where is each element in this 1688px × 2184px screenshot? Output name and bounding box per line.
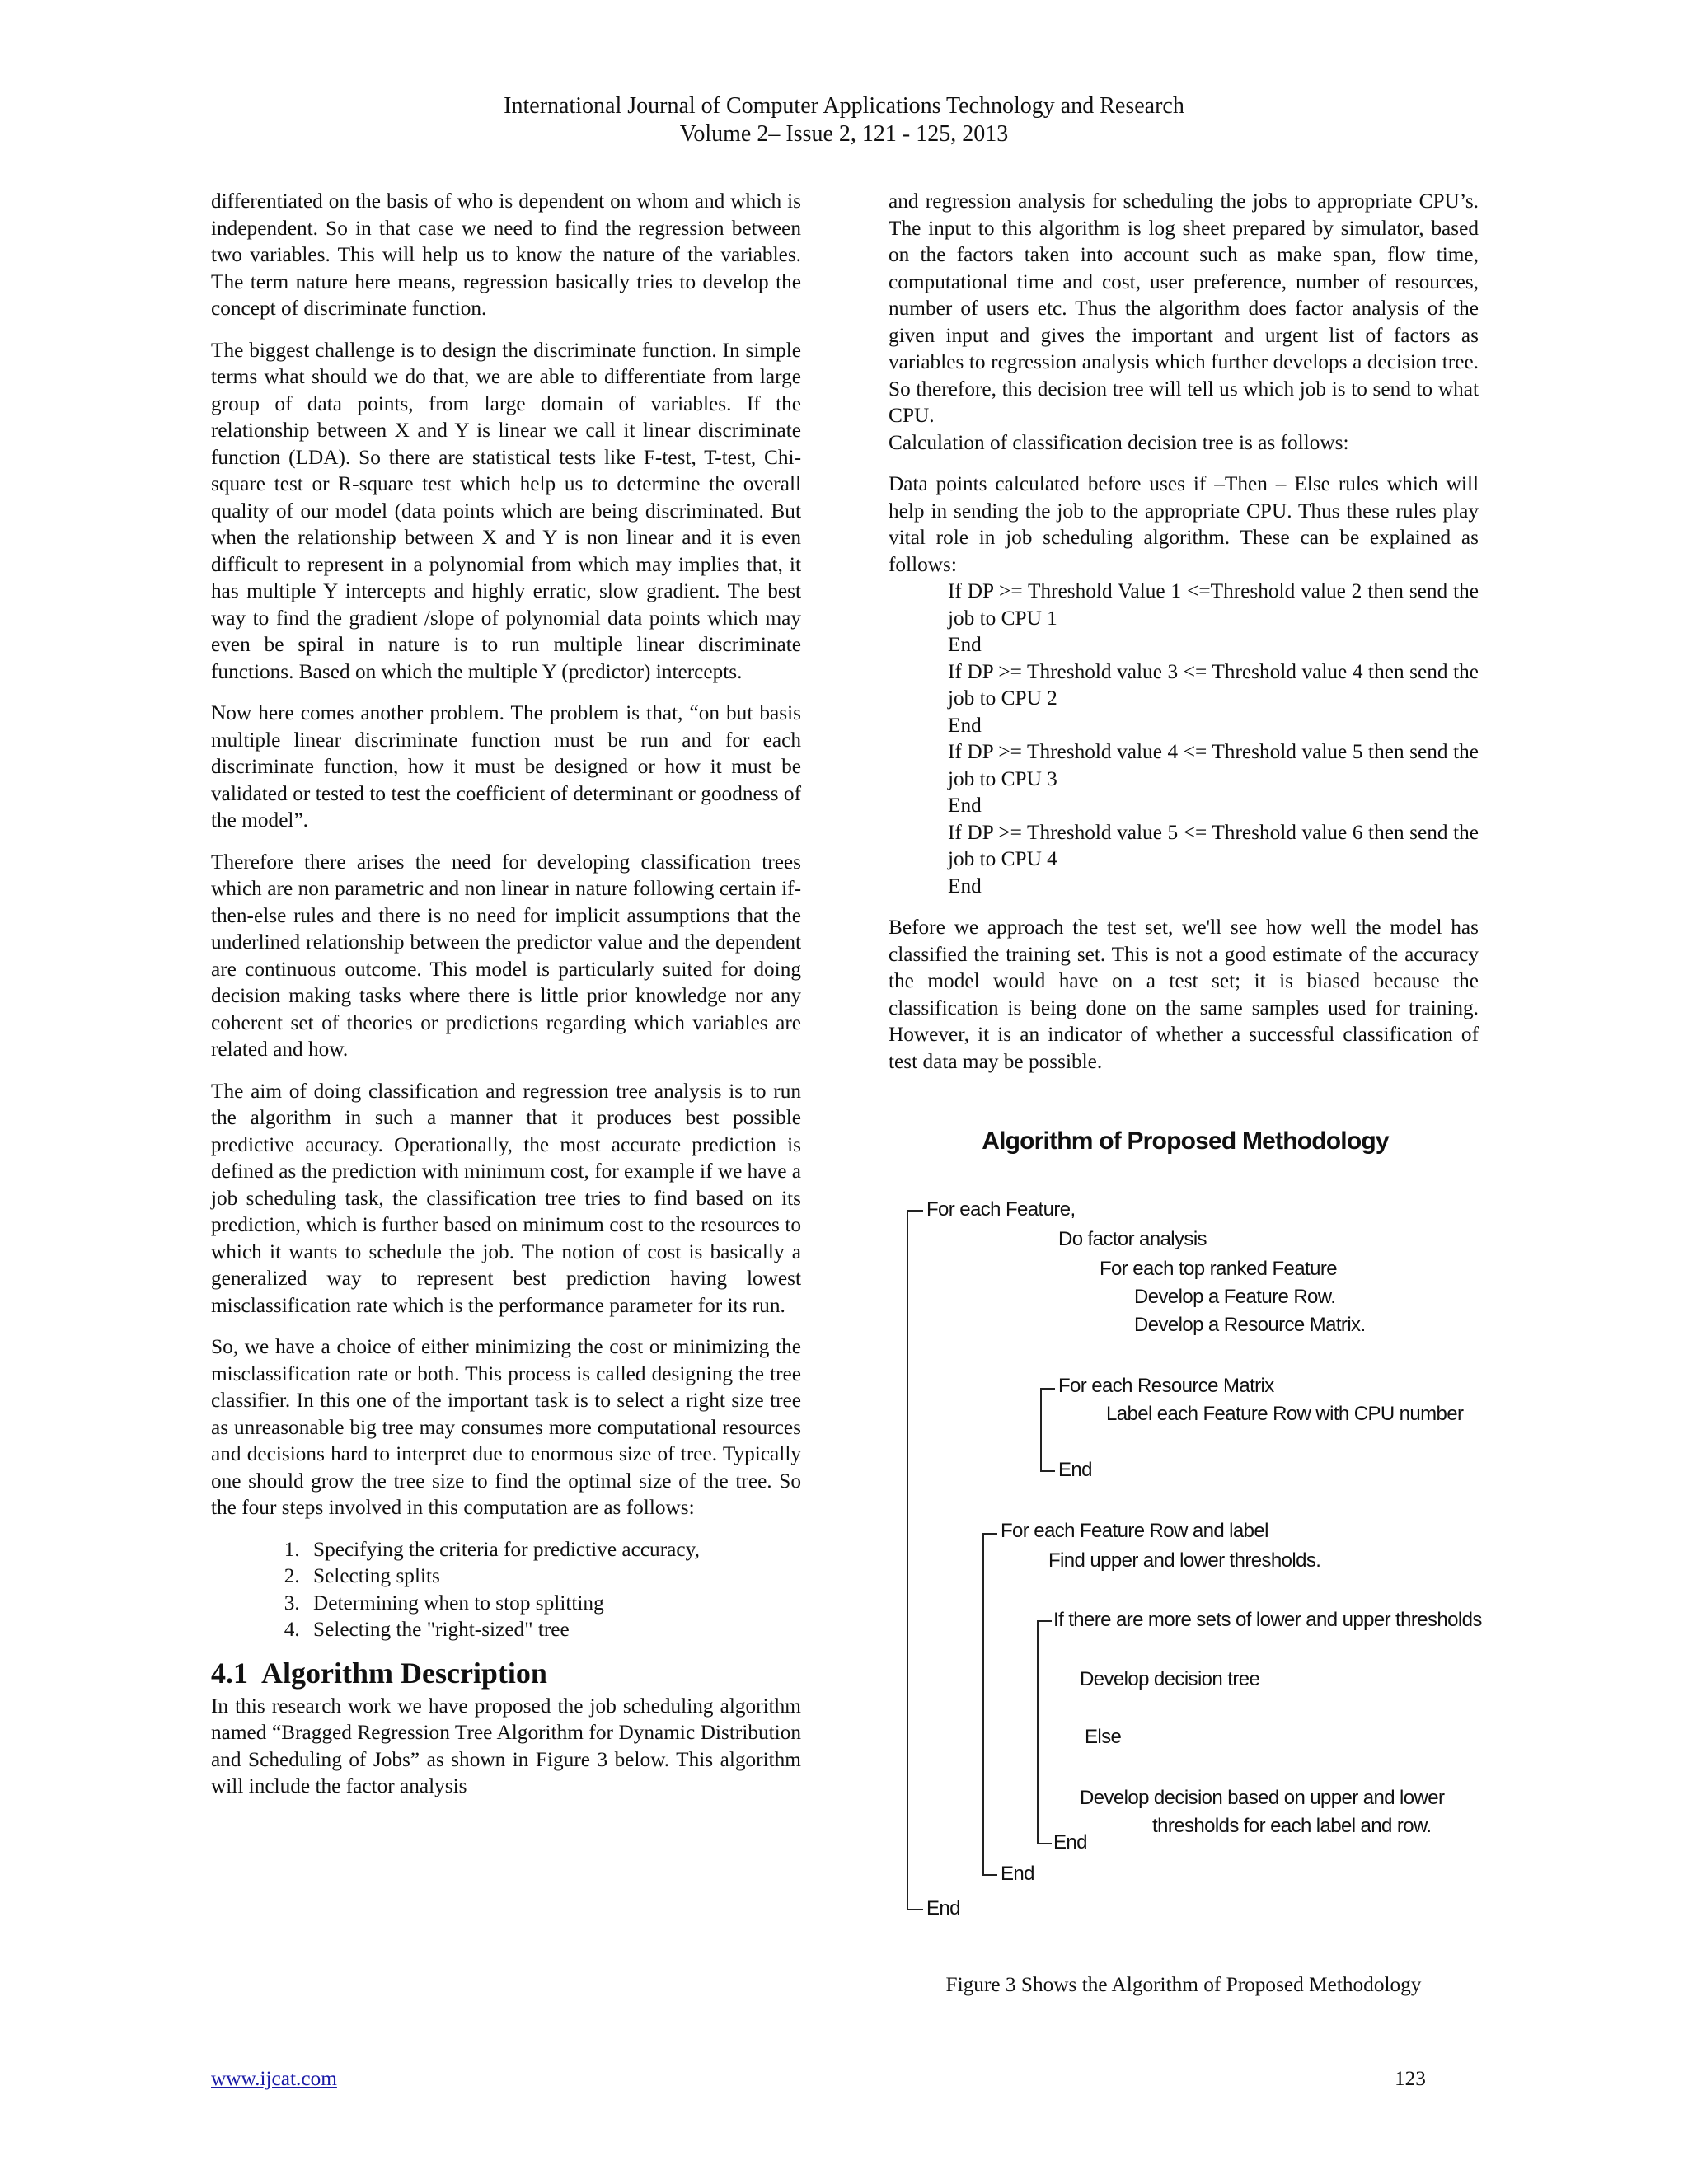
figure-line: End <box>926 1897 960 1919</box>
paragraph: So, we have a choice of either minimizing the cost or minimizing the misclassification rate or both. This process is called designing the tree classifier. In this one of the important task is to select a right size tree as unreasonable big tree may consumes more computational resources and decisions hard to interpret due to enormous size of tree. Typically one should grow the tree size to find the optimal size of the tree. So the four steps involved in this computation are as follows: <box>211 1335 801 1519</box>
rule-line: If DP >= Threshold value 5 <= Threshold value 6 then send the job to CPU 4 <box>948 820 1479 870</box>
rule-line: If DP >= Threshold Value 1 <=Threshold value 2 then send the job to CPU 1 <box>948 579 1479 630</box>
rule-line: If DP >= Threshold value 4 <= Threshold value 5 then send the job to CPU 3 <box>948 740 1479 790</box>
figure-line: End <box>1058 1459 1092 1481</box>
bracket-tick <box>982 1874 997 1876</box>
bracket-tick <box>982 1533 997 1535</box>
section-title: Algorithm Description <box>261 1656 547 1690</box>
figure-line: Else <box>1085 1726 1122 1748</box>
figure-line: If there are more sets of lower and upper thresholds <box>1053 1609 1482 1631</box>
rule-line: If DP >= Threshold value 3 <= Threshold value 4 then send the job to CPU 2 <box>948 659 1479 710</box>
rule-line: End <box>948 633 982 656</box>
figure-line: For each top ranked Feature <box>1100 1258 1337 1280</box>
bracket-tick <box>907 1210 923 1212</box>
list-item: 1. Specifying the criteria for predictive accuracy, <box>305 1536 801 1563</box>
paragraph: The aim of doing classification and regression tree analysis is to run the algorithm in such a manner that it produces best possible predictive accuracy. Operationally, the most accurate prediction is defined as the prediction with minimum cost, for example if we have a job scheduling task, the classification tree tries to find based on its prediction, which is further based on minimum cost to the resources to which it wants to schedule the job. The notion of cost is basically a generalized way to represent best prediction having lowest misclassification rate which is the performance parameter for its run. <box>211 1079 801 1317</box>
figure-line: For each Resource Matrix <box>1058 1375 1274 1397</box>
bracket-outer <box>907 1210 908 1910</box>
figure-line: End <box>1053 1831 1087 1854</box>
paragraph: In this research work we have proposed the job scheduling algorithm named “Bragged Regression Tree Algorithm for Dynamic Distribution and Scheduling of Jobs” as shown in Figure 3 below. This algorithm will include the factor analysis <box>211 1694 801 1797</box>
journal-header <box>0 92 1688 148</box>
rule-line: End <box>948 874 982 898</box>
bracket-thresholds <box>1037 1620 1039 1844</box>
paragraph: Before we approach the test set, we'll see how well the model has classified the training set. This is not a good estimate of the accuracy the model would have on a test set; it is biased because the classification is being done on the same samples used for training. However, it is an indicator of whether a successful classification of test data may be possible. <box>889 916 1479 1073</box>
figure-title: Algorithm of Proposed Methodology <box>982 1127 1389 1155</box>
paragraph: Now here comes another problem. The problem is that, “on but basis multiple linear discriminate function must be run and for each discriminate function, how it must be designed or how it must be validated or tested to test the coefficient of determinant or goodness of the model”. <box>211 701 801 832</box>
rule-line: End <box>948 713 982 737</box>
bracket-tick <box>1040 1388 1055 1390</box>
paragraph: Calculation of classification decision tree is as follows: <box>889 430 1349 454</box>
list-item: 4. Selecting the "right-sized" tree <box>305 1616 801 1643</box>
journal-volume: Volume 2– Issue 2, 121 - 125, 2013 <box>679 121 1009 147</box>
bracket-tick <box>1037 1843 1052 1844</box>
paragraph: and regression analysis for scheduling the jobs to appropriate CPU’s. The input to this algorithm is log sheet prepared by simulator, based on the factors taken into account such as make span, flow time, computational time and cost, user preference, number of resources, number of users etc. Thus the algorithm does factor analysis of the given input and gives the important and urgent list of factors as variables to regression analysis which further develops a decision tree. So therefore, this decision tree will tell us which job is to send to what CPU. <box>889 190 1479 427</box>
right-column <box>889 188 1479 1090</box>
figure-line: Develop a Resource Matrix. <box>1134 1314 1366 1336</box>
section-heading <box>211 1655 801 1691</box>
rule-line: End <box>948 794 982 817</box>
page-number: 123 <box>1395 2067 1426 2090</box>
bracket-tick <box>1040 1470 1055 1472</box>
figure-line: End <box>1001 1863 1034 1885</box>
bracket-tick <box>1037 1620 1052 1622</box>
bracket-tick <box>907 1909 923 1910</box>
paragraph: differentiated on the basis of who is dependent on whom and which is independent. So in that case we need to find the regression between two variables. This will help us to know the nature of the variables. The term nature here means, regression basically tries to develop the concept of discriminate function. <box>211 190 801 320</box>
bracket-resource <box>1040 1388 1042 1472</box>
left-column <box>211 188 801 1800</box>
list-item: 2. Selecting splits <box>305 1563 801 1590</box>
figure-caption: Figure 3 Shows the Algorithm of Proposed Methodology <box>945 1973 1422 1996</box>
paragraph: Therefore there arises the need for developing classification trees which are non parametric and non linear in nature following certain if-then-else rules and there is no need for implicit assumptions that the underlined relationship between the predictor value and the dependent are continuous outcome. This model is particularly suited for doing decision making tasks where there is little prior knowledge nor any coherent set of theories or predictions regarding which variables are related and how. <box>211 850 801 1061</box>
list-item: 3. Determining when to stop splitting <box>305 1590 801 1617</box>
bracket-feature-row <box>982 1533 984 1876</box>
figure-line: Develop a Feature Row. <box>1134 1286 1336 1308</box>
steps-list <box>211 1536 801 1643</box>
algorithm-figure <box>889 1113 1482 1970</box>
figure-line: thresholds for each label and row. <box>1152 1815 1432 1837</box>
figure-line: For each Feature Row and label <box>1001 1520 1268 1542</box>
rules-block <box>889 578 1479 899</box>
paragraph: Data points calculated before uses if –Then – Else rules which will help in sending the job to the appropriate CPU. Thus these rules play vital role in job scheduling algorithm. These can be explained as follows: <box>889 472 1479 576</box>
paragraph: The biggest challenge is to design the discriminate function. In simple terms what should we do that, we are able to differentiate from large group of data points, from large domain of variables. If the relationship between X and Y is linear we call it linear discriminate function (LDA). So there are statistical tests like F-test, T-test, Chi-square test or R-square test which help us to determine the overall quality of our model (data points which are being discriminated. But when the relationship between X and Y is non linear and it is even difficult to represent in a polynomial from which may implies that, it has multiple Y intercepts and highly erratic, slow gradient. The best way to find the gradient /slope of polynomial data points which may even be spiral in nature is to run multiple linear discriminate functions. Based on which the multiple Y (predictor) intercepts. <box>211 338 801 683</box>
figure-line: Develop decision based on upper and lower <box>1080 1787 1445 1809</box>
journal-title: International Journal of Computer Applications Technology and Research <box>504 93 1184 119</box>
section-number: 4.1 <box>211 1656 248 1690</box>
figure-line: For each Feature, <box>926 1198 1076 1221</box>
figure-line: Develop decision tree <box>1080 1668 1260 1690</box>
figure-line: Find upper and lower thresholds. <box>1048 1549 1321 1572</box>
figure-line: Do factor analysis <box>1058 1228 1207 1250</box>
footer-website-link[interactable]: www.ijcat.com <box>211 2067 337 2090</box>
figure-line: Label each Feature Row with CPU number <box>1106 1403 1464 1425</box>
